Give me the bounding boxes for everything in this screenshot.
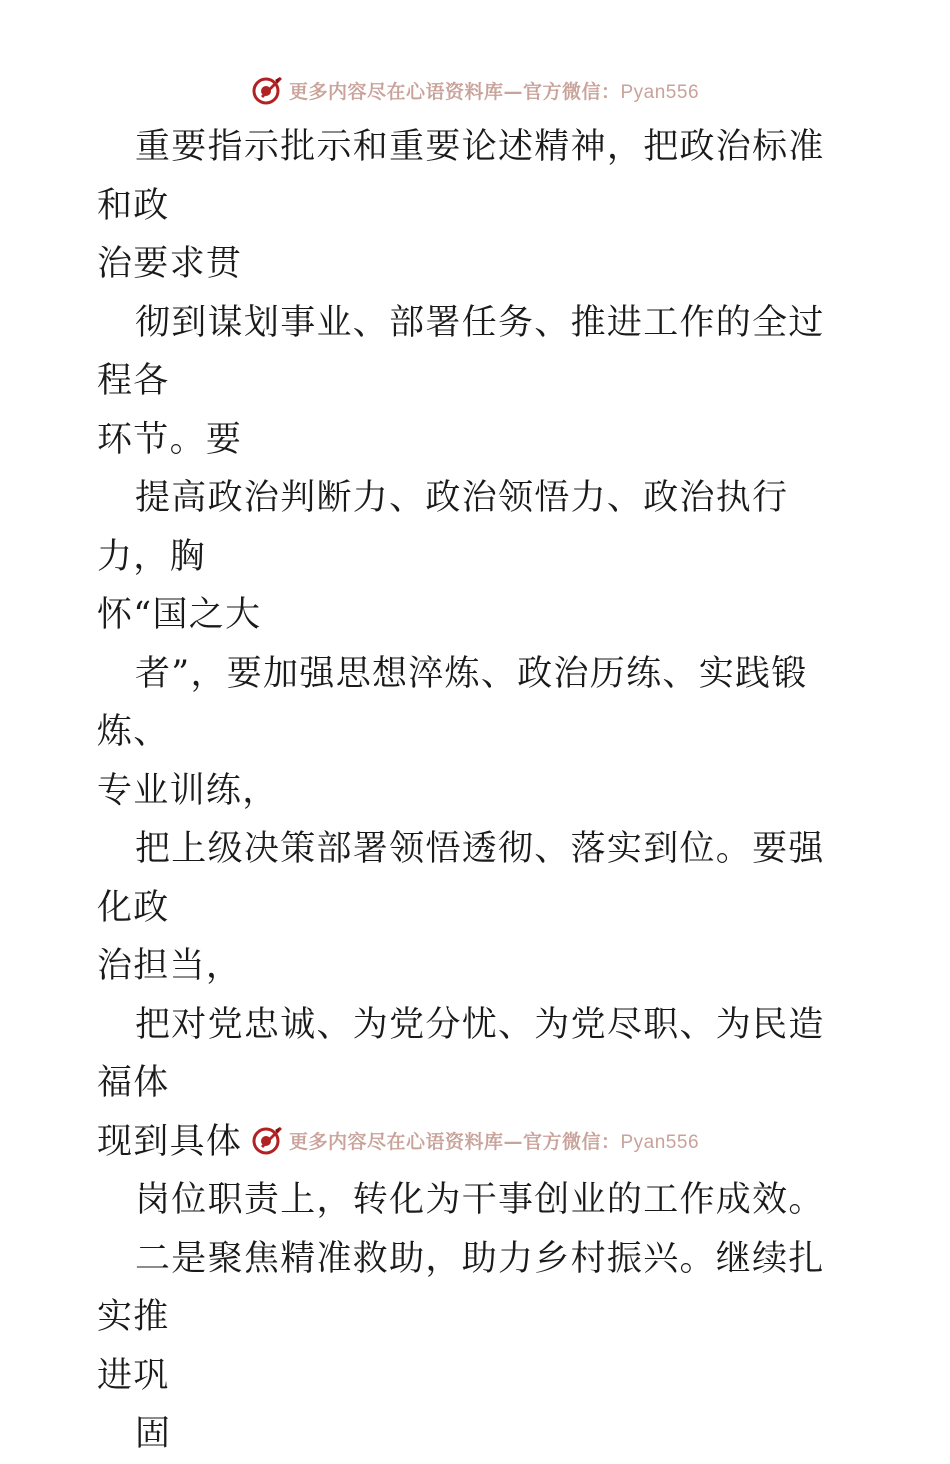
footer-banner-wechat-label: 官方微信： — [522, 1130, 621, 1153]
paragraph — [97, 820, 857, 996]
paragraph-line: 把对党忠诚、为党分忧、为党尽职、为民造福体 — [97, 1004, 825, 1103]
paragraph-line: 专业训练， — [97, 770, 279, 811]
paragraph-line: 进巩 — [97, 1355, 170, 1396]
paragraph — [97, 469, 857, 645]
paragraph-line: 治担当， — [97, 946, 243, 986]
paragraph-line: 怀“国之大 — [97, 595, 262, 635]
paragraph-line: 提高政治判断力、政治领悟力、政治执行力，胸 — [97, 478, 789, 577]
paragraph-line: 二是聚焦精准救助，助力乡村振兴。继续扎实推 — [97, 1238, 825, 1337]
paragraph — [97, 294, 857, 470]
paragraph-line: 把上级决策部署领悟透彻、落实到位。要强化政 — [97, 829, 825, 928]
header-banner-text — [289, 77, 699, 104]
paragraph-line: 彻到谋划事业、部署任务、推进工作的全过程各 — [97, 302, 825, 401]
header-banner-handle: Pyan556 — [620, 81, 700, 103]
paragraph — [97, 1405, 857, 1464]
quill-pen-circle-icon — [251, 74, 283, 106]
document-body — [97, 118, 857, 1464]
paragraph — [97, 1230, 857, 1406]
paragraph-line: 环节。要 — [97, 419, 243, 460]
paragraph-line: 固 — [135, 1414, 172, 1454]
header-banner-title: 更多内容尽在心语资料库 — [288, 80, 504, 103]
paragraph — [97, 1171, 857, 1230]
footer-banner — [0, 1120, 950, 1160]
header-banner — [0, 70, 950, 110]
paragraph — [97, 645, 857, 821]
footer-banner-handle: Pyan556 — [620, 1131, 700, 1153]
paragraph-line: 现到具体 — [97, 1121, 243, 1162]
quill-pen-circle-icon — [251, 1124, 283, 1156]
footer-banner-separator: — — [503, 1130, 523, 1153]
paragraph-line: 者”，要加强思想淬炼、政治历练、实践锻炼、 — [97, 653, 808, 752]
footer-banner-text — [289, 1127, 699, 1154]
paragraph-line: 重要指示批示和重要论述精神，把政治标准和政 — [97, 127, 825, 226]
paragraph — [97, 118, 857, 294]
header-banner-wechat-label: 官方微信： — [522, 80, 621, 103]
header-banner-separator: — — [503, 80, 523, 103]
paragraph-line: 岗位职责上，转化为干事创业的工作成效。 — [135, 1180, 825, 1220]
footer-banner-title: 更多内容尽在心语资料库 — [288, 1130, 504, 1153]
paragraph-line: 治要求贯 — [97, 244, 243, 284]
